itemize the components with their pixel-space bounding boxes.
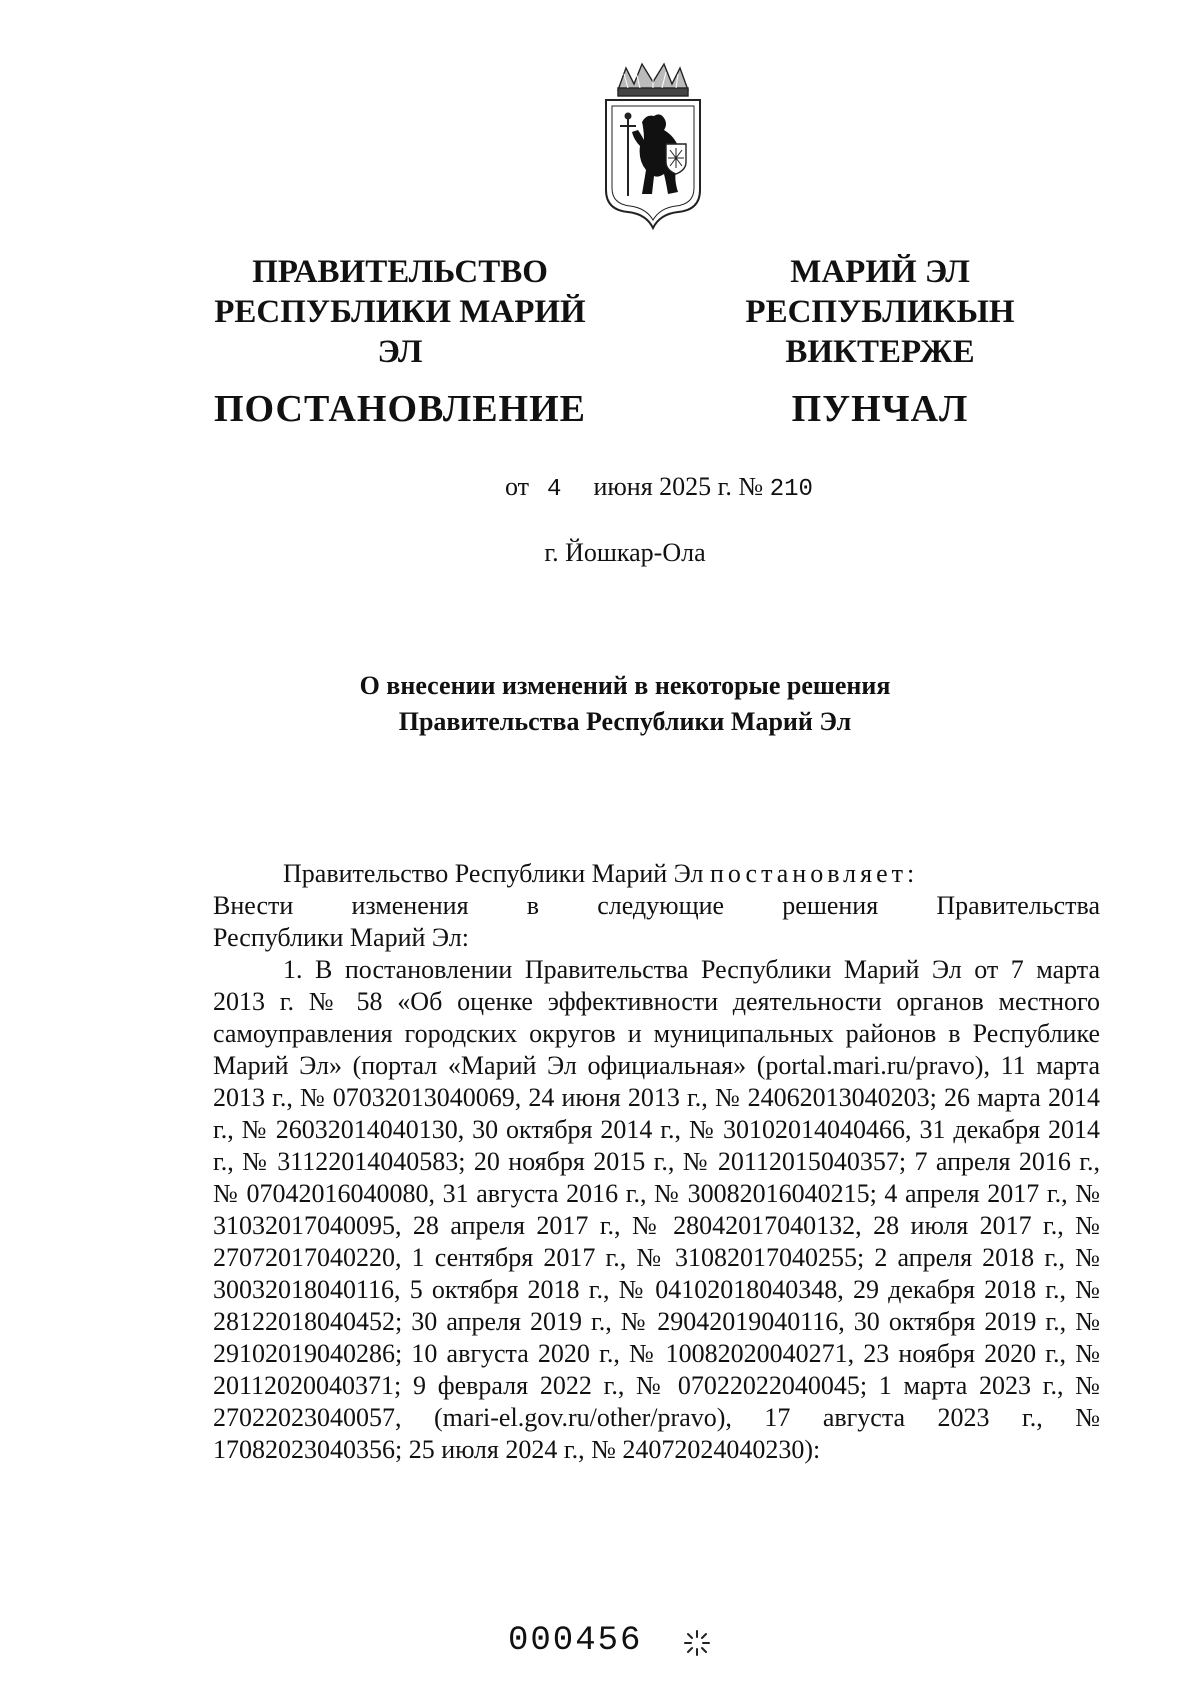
header-right xyxy=(660,252,1100,432)
paragraph-intro-line1: Внести изменения в следующие решения Правительства xyxy=(213,891,1100,920)
header-right-line2: ВИКТЕРЖЕ xyxy=(785,334,975,370)
document-date-line xyxy=(505,472,813,503)
paragraph-1: 1. В постановлении Правительства Республики Марий Эл от 7 марта 2013 г. № 58 «Об оценке эффективности деятельности органов местного самоуправления городских округов и муниципальных районов в Республике Марий Эл» (портал «Марий Эл официальная» (portal.mari.ru/pravo), 11 марта 2013 г., № 07032013040069, 24 июня 2013 г., № 24062013040203; 26 марта 2014 г., № 26032014040130, 30 октября 2014 г., № 30102014040466, 31 декабря 2014 г., № 31122014040583; 20 ноября 2015 г., № 20112015040357; 7 апреля 2016 г., № 07042016040080, 31 августа 2016 г., № 30082016040215; 4 апреля 2017 г., № 31032017040095, 28 апреля 2017 г., № 28042017040132, 28 июля 2017 г., № 27072017040220, 1 сентября 2017 г., № 31082017040255; 2 апреля 2018 г., № 30032018040116, 5 октября 2018 г., № 04102018040348, 29 декабря 2018 г., № 28122018040452; 30 апреля 2019 г., № 29042019040116, 30 октября 2019 г., № 29102019040286; 10 августа 2020 г., № 10082020040271, 23 ноября 2020 г., № 20112020040371; 9 февраля 2022 г., № 07022022040045; 1 марта 2023 г., № 27022023040057, (mari-el.gov.ru/other/pravo), 17 августа 2023 г., № 17082023040356; 25 июля 2024 г., № 24072024040230): xyxy=(213,955,1100,1464)
document-number: 210 xyxy=(769,476,813,503)
document-city: г. Йошкар-Ола xyxy=(544,538,706,567)
header-right-doc-type: ПУНЧАЛ xyxy=(791,388,969,430)
header-right-line1: МАРИЙ ЭЛ РЕСПУБЛИКЫН xyxy=(745,254,1015,330)
document-title xyxy=(0,668,1200,740)
header-left-line2: РЕСПУБЛИКИ МАРИЙ ЭЛ xyxy=(214,294,586,370)
document-serial-number: 000456 xyxy=(508,1622,643,1660)
decree-intro-verb: постановляет: xyxy=(709,859,919,888)
date-day: 4 xyxy=(547,476,562,503)
title-line2: Правительства Республики Марий Эл xyxy=(398,707,852,736)
decree-intro-prefix: Правительство Республики Марий Эл xyxy=(283,859,704,888)
mari-el-coat-of-arms-icon xyxy=(598,60,708,232)
paragraph-intro xyxy=(213,890,1100,922)
asterisk-mark-icon xyxy=(682,1628,712,1658)
decree-intro xyxy=(213,858,1100,890)
date-prefix: от xyxy=(505,472,530,501)
header-left-doc-type: ПОСТАНОВЛЕНИЕ xyxy=(213,388,587,430)
paragraph-intro-line2: Республики Марий Эл: xyxy=(213,923,469,952)
header-left-line1: ПРАВИТЕЛЬСТВО xyxy=(252,254,548,290)
header-left xyxy=(205,252,595,432)
title-line1: О внесении изменений в некоторые решения xyxy=(359,671,891,700)
document-body xyxy=(213,858,1100,1466)
date-month-year: июня 2025 г. № xyxy=(593,472,764,501)
